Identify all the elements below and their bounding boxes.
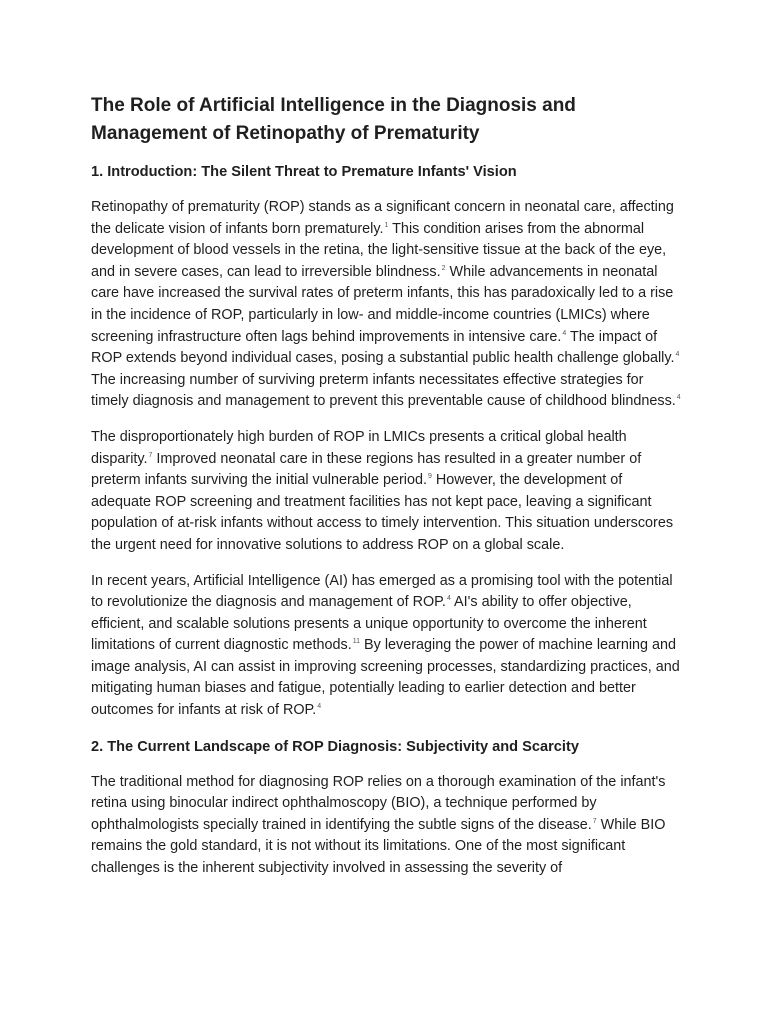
- paragraph-text: This condition arises from the abnormal development of blood vessels in the retina, the light-sensitive tissue at the back of the eye, and in severe cases, can lead to irreversible blindness.: [91, 220, 667, 280]
- paragraph-text: By leveraging the power of machine learning and image analysis, AI can assist in improving screening processes, standardizing practices, and mitigating human biases and fatigue, potentially leading to earlier detection and better outcomes for infants at risk of ROP.: [91, 637, 680, 719]
- paragraph-text: The impact of ROP extends beyond individual cases, posing a substantial public health challenge globally.: [91, 328, 675, 367]
- paragraph: [91, 427, 685, 557]
- paragraph-text: While advancements in neonatal care have increased the survival rates of preterm infants, this has paradoxically led to a rise in the incidence of ROP, particularly in low- and middle-income countries (LMICs) where screening infrastructure often lags behind improvements in intensive care.: [91, 263, 674, 345]
- paragraph-text: AI's ability to offer objective, efficient, and scalable solutions presents a unique opportunity to overcome the inherent limitations of current diagnostic methods.: [91, 594, 647, 654]
- paragraph-text: However, the development of adequate ROP screening and treatment facilities has not kept pace, leaving a significant population of at-risk infants without access to timely intervention. This situation underscores the urgent need for innovative solutions to address ROP on a global scale.: [91, 472, 674, 553]
- paragraph-text: While BIO remains the gold standard, it is not without its limitations. One of the most significant challenges is the inherent subjectivity involved in assessing the severity of: [91, 816, 666, 877]
- citation-marker[interactable]: 1: [384, 221, 389, 229]
- citation-marker[interactable]: 7: [592, 817, 597, 825]
- citation-marker[interactable]: 9: [427, 473, 432, 481]
- citation-marker[interactable]: 11: [352, 638, 361, 646]
- section-heading-introduction: 1. Introduction: The Silent Threat to Premature Infants' Vision: [91, 164, 517, 180]
- citation-marker[interactable]: 4: [317, 703, 322, 711]
- paragraph: [91, 772, 685, 880]
- citation-marker[interactable]: 4: [446, 595, 451, 603]
- paragraph-text: The increasing number of surviving preterm infants necessitates effective strategies for timely diagnosis and management to prevent this preventable cause of childhood blindness.: [91, 371, 676, 410]
- paragraph: [91, 197, 685, 413]
- section-heading-current-landscape: 2. The Current Landscape of ROP Diagnosis: Subjectivity and Scarcity: [91, 738, 579, 755]
- document-title: The Role of Artificial Intelligence in the Diagnosis and Management of Retinopathy of Prematurity: [91, 95, 576, 144]
- citation-marker[interactable]: 2: [441, 264, 446, 272]
- citation-marker[interactable]: 4: [562, 329, 567, 337]
- paragraph-text: In recent years, Artificial Intelligence (AI) has emerged as a promising tool with the potential to revolutionize the diagnosis and management of ROP.: [91, 572, 673, 611]
- paragraph-text: The traditional method for diagnosing ROP relies on a thorough examination of the infant's retina using binocular indirect ophthalmoscopy (BIO), a technique performed by ophthalmologists specially trained in identifying the subtle signs of the disease.: [91, 773, 666, 833]
- citation-marker[interactable]: 4: [676, 394, 681, 402]
- citation-marker[interactable]: 4: [675, 351, 680, 359]
- citation-marker[interactable]: 7: [148, 451, 153, 459]
- document-page: [91, 92, 685, 894]
- paragraph-text: Retinopathy of prematurity (ROP) stands as a significant concern in neonatal care, affecting the delicate vision of infants born prematurely.: [91, 199, 674, 237]
- paragraph-text: The disproportionately high burden of ROP in LMICs presents a critical global health disparity.: [91, 428, 627, 467]
- paragraph-text: Improved neonatal care in these regions has resulted in a greater number of preterm infants surviving the initial vulnerable period.: [91, 450, 642, 489]
- paragraph: [91, 571, 685, 722]
